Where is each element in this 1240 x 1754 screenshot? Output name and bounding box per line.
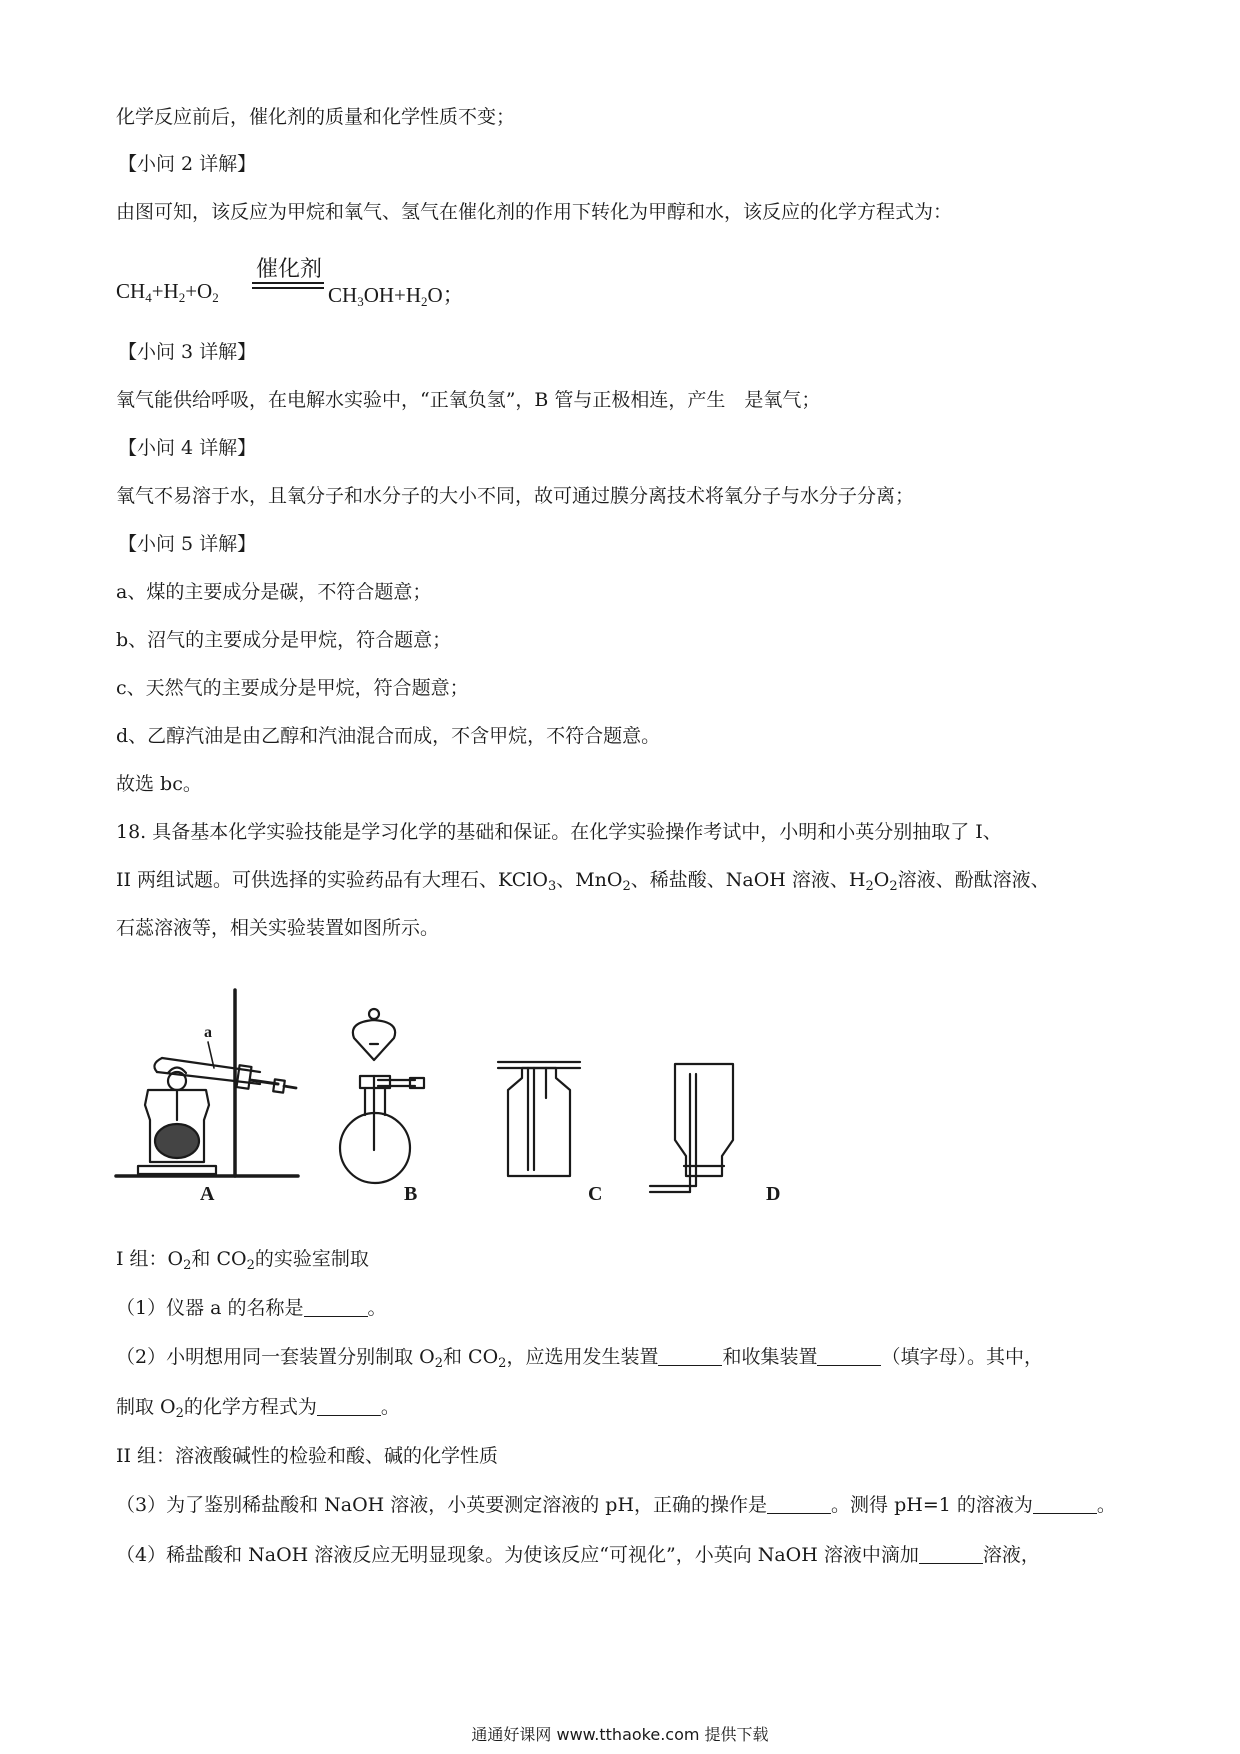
sub-question: （3）为了鉴别稀盐酸和 NaOH 溶液，小英要测定溶液的 pH，正确的操作是 。测得 pH=1 的溶液为 。 — [116, 1494, 1116, 1516]
equals-bar — [252, 287, 324, 289]
text-line: 由图可知，该反应为甲烷和氧气、氢气在催化剂的作用下转化为甲醇和水，该反应的化学方程式为： — [116, 201, 953, 223]
apparatus-d — [650, 1064, 733, 1192]
page-footer: 通通好课网 www.tthaoke.com 提供下载 — [471, 1725, 769, 1744]
answer-blank[interactable] — [304, 1298, 368, 1317]
text-line: 氧气能供给呼吸，在电解水实验中，“正氧负氢”，B 管与正极相连，产生 是氧气； — [116, 389, 821, 411]
group-heading: II 组：溶液酸碱性的检验和酸、碱的化学性质 — [116, 1445, 499, 1467]
question-text: II 两组试题。可供选择的实验药品有大理石、KClO$_3$、MnO$_2$、稀盐酸、NaOH 溶液、$H_2O_2$溶液、酚酞溶液、 — [116, 869, 1050, 894]
equation-condition: 催化剂 — [256, 257, 323, 282]
option-line: c、天然气的主要成分是甲烷，符合题意； — [116, 677, 469, 699]
equation-products: $CH_3OH+H_2O$； — [328, 283, 464, 309]
sub-question: 制取 $O_2$的化学方程式为 。 — [116, 1396, 400, 1421]
question-text: 石蕊溶液等，相关实验装置如图所示。 — [116, 917, 440, 939]
figure-label-b: B — [404, 1183, 418, 1205]
option-line: b、沼气的主要成分是甲烷，符合题意； — [116, 629, 452, 651]
answer-blank[interactable] — [817, 1347, 881, 1366]
answer-blank[interactable] — [1033, 1495, 1097, 1514]
figure-label-a: A — [200, 1183, 215, 1205]
chemical-equation — [116, 252, 536, 312]
group-heading: I 组：$O_2$和 $CO_2$的实验室制取 — [116, 1248, 369, 1273]
apparatus-figure — [110, 980, 830, 1220]
sub-question: （4）稀盐酸和 NaOH 溶液反应无明显现象。为使该反应“可视化”，小英向 NaOH 溶液中滴加 溶液， — [116, 1544, 1040, 1566]
option-line: a、煤的主要成分是碳，不符合题意； — [116, 581, 432, 603]
section-heading: 【小问 5 详解】 — [118, 533, 257, 555]
text-line: 化学反应前后，催化剂的质量和化学性质不变； — [116, 106, 516, 128]
sub-question: （2）小明想用同一套装置分别制取 $O_2$和 $CO_2$，应选用发生装置 和收集装置 （填字母）。其中， — [116, 1346, 1043, 1371]
section-heading: 【小问 3 详解】 — [118, 341, 257, 363]
section-heading: 【小问 2 详解】 — [118, 153, 257, 175]
option-line: d、乙醇汽油是由乙醇和汽油混合而成，不含甲烷，不符合题意。 — [116, 725, 661, 747]
equation-reactants: $CH_4+H_2+O_2$ — [116, 279, 219, 305]
text-line: 氧气不易溶于水，且氧分子和水分子的大小不同，故可通过膜分离技术将氧分子与水分子分离； — [116, 485, 915, 507]
answer-blank[interactable] — [919, 1545, 983, 1564]
apparatus-a — [116, 990, 298, 1176]
section-heading: 【小问 4 详解】 — [118, 437, 257, 459]
answer-blank[interactable] — [317, 1397, 381, 1416]
figure-label-c: C — [588, 1183, 603, 1205]
sub-question: （1）仪器 a 的名称是 。 — [116, 1297, 387, 1319]
apparatus-c — [498, 1062, 580, 1176]
answer-blank[interactable] — [658, 1347, 722, 1366]
answer-blank[interactable] — [767, 1495, 831, 1514]
answer-line: 故选 bc。 — [116, 773, 202, 795]
label-a: a — [204, 1024, 212, 1041]
equals-bar — [252, 282, 324, 284]
figure-label-d: D — [766, 1183, 781, 1205]
question-text: 18. 具备基本化学实验技能是学习化学的基础和保证。在化学实验操作考试中，小明和小英分别抽取了 I、 — [116, 821, 1002, 843]
apparatus-b — [340, 1009, 424, 1183]
